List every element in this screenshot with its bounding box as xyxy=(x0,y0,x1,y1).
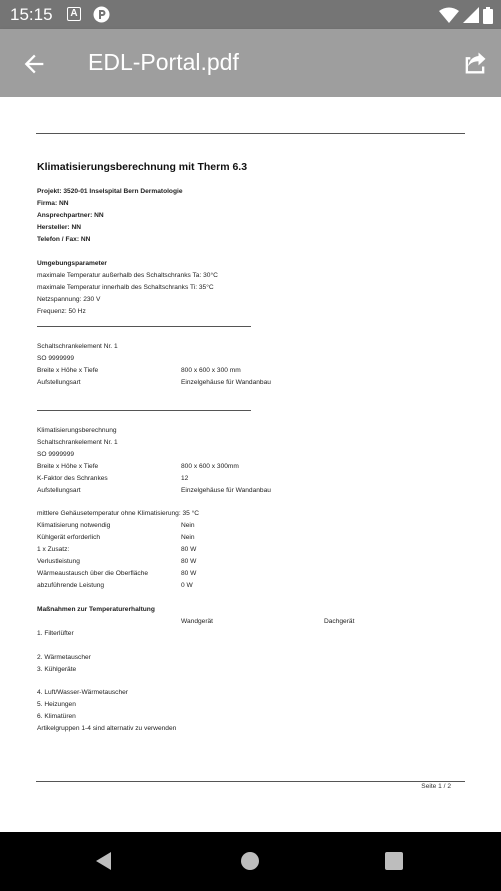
berechnung-aufstellung-label: Aufstellungsart xyxy=(37,487,81,494)
ansprechpartner-line: Ansprechpartner: NN xyxy=(37,212,104,219)
nav-home-icon[interactable] xyxy=(241,852,259,870)
document-title: EDL-Portal.pdf xyxy=(88,49,239,75)
mittlere-line: mittlere Gehäusetemperatur ohne Klimatisierung: 35 °C xyxy=(37,510,200,517)
result-value: 80 W xyxy=(181,546,197,553)
berechnung-so: SO 9999999 xyxy=(37,451,75,458)
col-dachgeraet: Dachgerät xyxy=(324,618,355,625)
frequenz-line: Frequenz: 50 Hz xyxy=(37,308,86,315)
element1-so: SO 9999999 xyxy=(37,355,75,362)
status-time: 15:15 xyxy=(10,5,53,24)
nav-back-icon[interactable] xyxy=(94,851,114,871)
result-label: Wärmeaustausch über die Oberfläche xyxy=(37,570,149,577)
section-rule xyxy=(37,326,251,327)
result-value: Nein xyxy=(181,534,195,541)
massnahme-item: 5. Heizungen xyxy=(37,701,76,708)
element1-heading: Schaltschrankelement Nr. 1 xyxy=(37,343,118,350)
result-label: Kühlgerät erforderlich xyxy=(37,534,101,541)
massnahme-item: 3. Kühlgeräte xyxy=(37,666,77,673)
element1-aufstellung-value: Einzelgehäuse für Wandanbau xyxy=(181,379,271,386)
navigation-bar xyxy=(0,832,501,891)
nav-recents-icon[interactable] xyxy=(385,852,403,870)
share-icon[interactable] xyxy=(461,49,489,77)
result-label: abzuführende Leistung xyxy=(37,582,105,589)
project-line: Projekt: 3520-01 Inselspital Bern Dermatologie xyxy=(37,188,183,195)
col-wandgeraet: Wandgerät xyxy=(181,618,214,625)
temp-innen-line: maximale Temperatur innerhalb des Schaltschranks Ti: 35°C xyxy=(37,284,214,291)
footer-rule xyxy=(36,781,465,782)
back-arrow-icon[interactable] xyxy=(20,50,48,78)
kfaktor-label: K-Faktor des Schrankes xyxy=(37,475,108,482)
result-value: 80 W xyxy=(181,570,197,577)
netzspannung-line: Netzspannung: 230 V xyxy=(37,296,101,303)
wifi-icon xyxy=(439,7,459,23)
signal-icon xyxy=(463,7,479,23)
result-label: Verlustleistung xyxy=(37,558,80,565)
pdf-viewer[interactable] xyxy=(0,97,501,832)
kfaktor-value: 12 xyxy=(181,475,189,482)
firma-line: Firma: NN xyxy=(37,200,69,207)
pdf-heading: Klimatisierungsberechnung mit Therm 6.3 xyxy=(37,161,248,173)
massnahmen-heading: Maßnahmen zur Temperaturerhaltung xyxy=(37,606,155,613)
temp-aussen-line: maximale Temperatur außerhalb des Schaltschranks Ta: 30°C xyxy=(37,272,218,279)
berechnung-aufstellung-value: Einzelgehäuse für Wandanbau xyxy=(181,487,271,494)
massnahme-item: 2. Wärmetauscher xyxy=(37,654,91,661)
hersteller-line: Hersteller: NN xyxy=(37,224,81,231)
status-bar xyxy=(0,0,501,29)
notification-app-icon xyxy=(93,6,110,23)
berechnung-dims-value: 800 x 600 x 300mm xyxy=(181,463,239,470)
element1-dims-label: Breite x Höhe x Tiefe xyxy=(37,367,99,374)
berechnung-heading: Klimatisierungsberechnung xyxy=(37,427,117,434)
massnahme-item: 6. Klimatüren xyxy=(37,713,76,720)
massnahme-item: 4. Luft/Wasser-Wärmetauscher xyxy=(37,689,128,696)
app-bar xyxy=(0,29,501,97)
pdf-page xyxy=(0,97,501,832)
status-icons xyxy=(439,6,493,24)
element1-aufstellung-label: Aufstellungsart xyxy=(37,379,81,386)
umgebung-heading: Umgebungsparameter xyxy=(37,260,107,267)
massnahme-item: 1. Filterlüfter xyxy=(37,630,74,637)
result-label: 1 x Zusatz: xyxy=(37,546,70,553)
notification-a-icon: A xyxy=(67,7,81,21)
page-number: Seite 1 / 2 xyxy=(421,783,451,790)
battery-icon xyxy=(483,7,493,24)
massnahmen-note: Artikelgruppen 1-4 sind alternativ zu verwenden xyxy=(37,725,177,732)
element1-dims-value: 800 x 600 x 300 mm xyxy=(181,367,241,374)
result-value: 80 W xyxy=(181,558,197,565)
result-value: 0 W xyxy=(181,582,193,589)
berechnung-element: Schaltschrankelement Nr. 1 xyxy=(37,439,118,446)
section-rule xyxy=(37,410,251,411)
telefon-line: Telefon / Fax: NN xyxy=(37,236,91,243)
result-label: Klimatisierung notwendig xyxy=(37,522,111,529)
result-value: Nein xyxy=(181,522,195,529)
header-rule xyxy=(36,133,465,134)
berechnung-dims-label: Breite x Höhe x Tiefe xyxy=(37,463,99,470)
